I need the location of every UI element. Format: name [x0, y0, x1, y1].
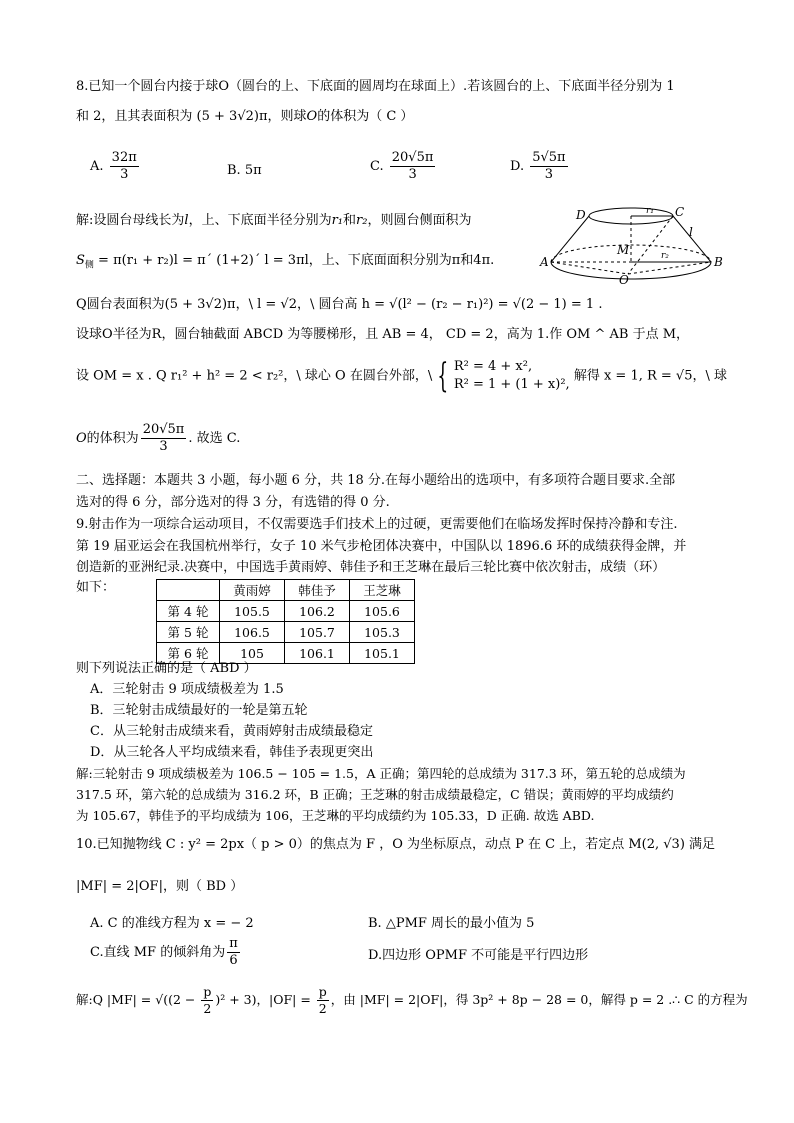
q10-solution: 解:Q |MF| = √((2 − $\frac{p}{2}$ )² + 3)，|OF| = $\frac{p}{2}$ ，由 |MF| = 2|OF|，得 3p² + 8p − 28 = 0，解得 p = 2 .∴ C 的方程为 — [76, 984, 748, 1016]
q8-option-c: C. $\frac{20√5\pi}{3}$ — [370, 150, 434, 182]
generatrix-left — [551, 216, 589, 262]
table-cell: 105.3 — [350, 622, 415, 643]
q10-option-d: D.四边形 OPMF 不可能是平行四边形 — [368, 948, 589, 963]
q8-line2: 和 2，且其表面积为 (5 + 3√2)π，则球O的体积为（ C ） — [76, 109, 414, 124]
table-cell: 105.6 — [350, 601, 415, 622]
q8-option-b: B. 5π — [227, 163, 262, 178]
q8-solution-line2: $S_侧 = \pi(r_1 + r_2)l$ = π´ (1+2)´ l = 3πl，上、下底面面积分别为π和4π. — [76, 253, 495, 271]
table-cell: 105 — [220, 643, 285, 664]
table-cell: 第 6 轮 — [157, 643, 220, 664]
table-header-row — [157, 580, 415, 601]
label-o: O — [619, 273, 629, 287]
table-cell: 106.2 — [285, 601, 350, 622]
q10-line1: 10.已知抛物线 C : y² = 2px（ p > 0）的焦点为 F ，O 为坐标原点，动点 P 在 C 上，若定点 M(2, √3) 满足 — [76, 837, 716, 852]
label-r1: r₁ — [646, 206, 654, 216]
score-table — [156, 579, 415, 664]
q9-solution-line3: 为 105.67，韩佳予的平均成绩为 106，王芝琳的平均成绩约为 105.33，D 正确. 故选 ABD. — [76, 808, 595, 823]
oa-segment — [551, 262, 628, 274]
table-header-cell — [157, 580, 220, 601]
q8-solution-line3: Q圆台表面积为(5 + 3√2)π，\ l = √2，\ 圆台高 h = √(l² − (r₂ − r₁)²) = √(2 − 1) = 1 . — [76, 297, 603, 312]
label-m: M — [617, 243, 630, 257]
table-cell: 106.1 — [285, 643, 350, 664]
label-d: D — [576, 208, 586, 222]
q9-option-b: B．三轮射击成绩最好的一轮是第五轮 — [90, 703, 308, 718]
q9-prompt: 则下列说法正确的是（ ABD ） — [76, 661, 257, 676]
table-cell: 105.5 — [220, 601, 285, 622]
q10-option-a: A. C 的准线方程为 x = − 2 — [90, 916, 254, 931]
q9-line4: 如下： — [76, 580, 116, 595]
label-b: B — [714, 255, 723, 269]
q9-solution-line1: 解:三轮射击 9 项成绩极差为 106.5 − 105 = 1.5，A 正确；第四轮的总成绩为 317.3 环，第五轮的总成绩为 — [76, 766, 686, 781]
label-c: C — [675, 205, 685, 219]
q10-option-b: B. △PMF 周长的最小值为 5 — [368, 916, 535, 931]
label-r2: r₂ — [661, 251, 669, 261]
generatrix-right — [673, 216, 711, 262]
table-cell: 第 4 轮 — [157, 601, 220, 622]
oc-segment — [628, 216, 673, 274]
section2-line2: 选对的得 6 分，部分选对的得 3 分，有选错的得 0 分. — [76, 495, 390, 510]
q8-solution-line4: 设球O半径为R，圆台轴截面 ABCD 为等腰梯形，且 AB = 4， CD = 2，高为 1.作 OM ^ AB 于点 M， — [76, 327, 690, 342]
q8-solution-line5: 设 OM = x . Q r₁² + h² = 2 < r₂²，\ 球心 O 在圆台外部，\ { R² = 4 + x², R² = 1 + (1 + x)², 解得 x = 1, R = √5，\ 球 — [76, 356, 727, 396]
q9-option-c: C．从三轮射击成绩来看，黄雨婷射击成绩最稳定 — [90, 724, 373, 739]
q9-line1: 9.射击作为一项综合运动项目，不仅需要选手们技术上的过硬，更需要他们在临场发挥时保持冷静和专注. — [76, 517, 678, 532]
q9-solution-line2: 317.5 环，第六轮的总成绩为 316.2 环，B 正确；王芝琳的射击成绩最稳定，C 错误；黄雨婷的平均成绩约 — [76, 787, 674, 802]
label-a: A — [540, 255, 549, 269]
q8-solution-line1: 解:设圆台母线长为l，上、下底面半径分别为r₁和r₂，则圆台侧面积为 — [76, 213, 472, 228]
q9-line2: 第 19 届亚运会在我国杭州举行，女子 10 米气步枪团体决赛中，中国队以 1896.6 环的成绩获得金牌，并 — [76, 539, 687, 554]
label-l: l — [689, 225, 693, 239]
table-cell: 106.5 — [220, 622, 285, 643]
q10-option-c: C.直线 MF 的倾斜角为 $\frac{\pi}{6}$ — [90, 936, 238, 968]
q8-line1: 8.已知一个圆台内接于球O（圆台的上、下底面的圆周均在球面上）.若该圆台的上、下底面半径分别为 1 — [76, 79, 675, 94]
table-header-cell: 韩佳予 — [285, 580, 350, 601]
q8-option-d: D. $\frac{5√5\pi}{3}$ — [510, 150, 566, 182]
table-row — [157, 622, 415, 643]
ob-segment — [628, 262, 711, 274]
section2-line1: 二、选择题：本题共 3 小题，每小题 6 分，共 18 分.在每小题给出的选项中，有多项符合题目要求.全部 — [76, 473, 676, 488]
q8-solution-line6: O的体积为 $\frac{20√5\pi}{3}$ . 故选 C. — [76, 422, 241, 454]
q10-line2: |MF| = 2|OF|，则（ BD ） — [76, 879, 244, 894]
q9-line3: 创造新的亚洲纪录.决赛中，中国选手黄雨婷、韩佳予和王芝琳在最后三轮比赛中依次射击，成绩（环） — [76, 560, 666, 575]
q9-option-a: A．三轮射击 9 项成绩极差为 1.5 — [90, 682, 284, 697]
frustum-shape — [551, 208, 711, 279]
table-cell: 105.7 — [285, 622, 350, 643]
frustum-figure — [536, 200, 726, 290]
table-row — [157, 601, 415, 622]
table-header-cell: 王芝琳 — [350, 580, 415, 601]
table-header-cell: 黄雨婷 — [220, 580, 285, 601]
q9-option-d: D．从三轮各人平均成绩来看，韩佳予表现更突出 — [90, 745, 374, 760]
table-cell: 105.1 — [350, 643, 415, 664]
q8-option-a: A. $\frac{32\pi}{3}$ — [90, 150, 137, 182]
table-cell: 第 5 轮 — [157, 622, 220, 643]
